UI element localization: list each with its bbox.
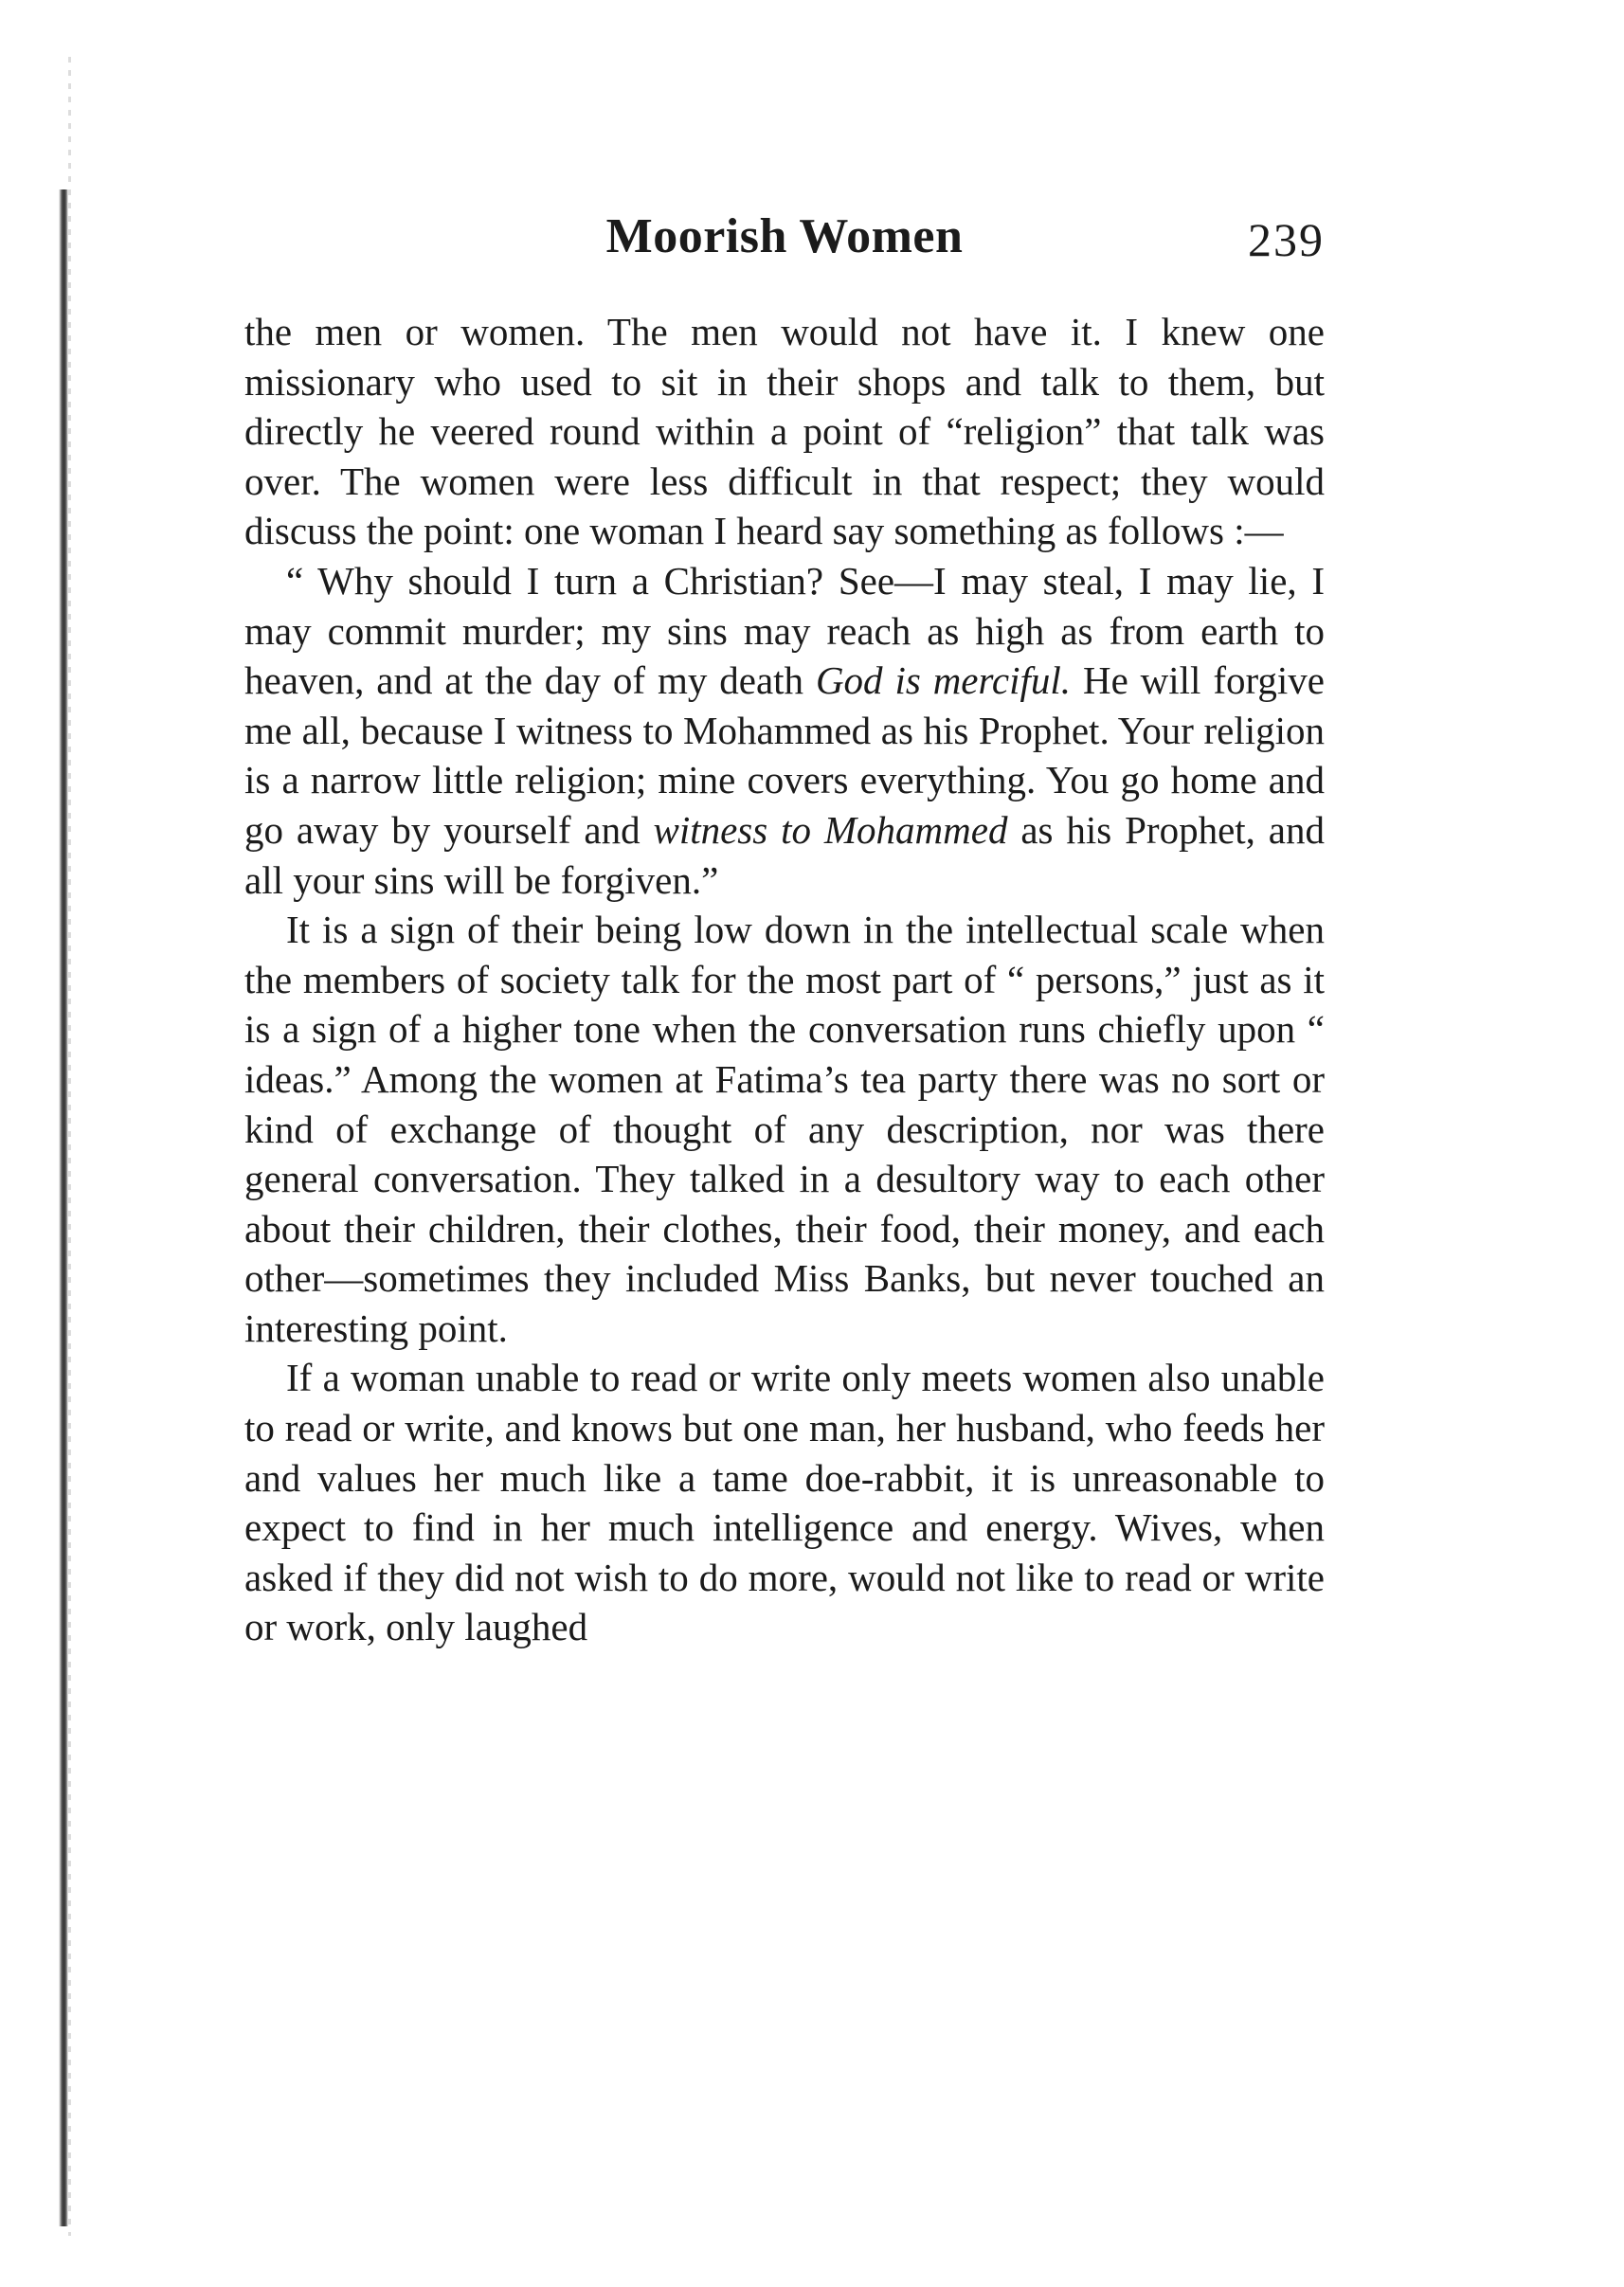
page-number: 239 [1248,213,1325,266]
paragraph-3 [244,905,1325,1353]
running-head-title: Moorish Women [605,209,964,263]
paragraph-2-run-2-italic: God is merciful. [815,658,1072,703]
paragraph-4 [244,1353,1325,1652]
paragraph-2-run-1: “ Why should I turn a Christian? See—I may steal, I may lie, I may commit murder; my sins may reach as high as from earth to heaven, and at the day of my death [244,558,1325,703]
paragraph-3-run-1: It is a sign of their being low down in the intellectual scale when the members of society talk for the most part of “ persons,” just as it is a sign of a higher tone when the conversation runs chiefly upon “ ideas.” Among the women at Fatima’s tea party there was no sort or kind of exchange of thought of any description, nor was there general conversation. They talked in a desultory way to each other about their children, their clothes, their food, their money, and each other—sometimes they included Miss Banks, but never touched an interesting point. [244,908,1325,1350]
binding-edge-shadow [68,57,71,2236]
paragraph-1-run-1: the men or women. The men would not have it. I knew one missionary who used to sit in their shops and talk to them, but directly he veered round within a point of “religion” that talk was over. The women were less difficult in that respect; they would discuss the point: one woman I heard say something as follows :— [244,310,1325,553]
paragraph-2-run-3: He will forgive me all, because I witness to Mohammed as his Prophet. Your religion is a narrow little religion; mine covers everything. You go home and go away by yourself and [244,658,1325,852]
paragraph-2 [244,556,1325,905]
paragraph-1 [244,307,1325,556]
running-head [244,208,1325,294]
paragraph-2-run-4-italic: witness to Mohammed [653,807,1008,852]
body-text [244,307,1325,1652]
paragraph-2-run-5: as his Prophet, and all your sins will be forgiven.” [244,807,1325,902]
paragraph-4-run-1: If a woman unable to read or write only meets women also unable to read or write, and knows but one man, her husband, who feeds her and values her much like a tame doe-rabbit, it is unreasonable to expect to find in her much intelligence and energy. Wives, when asked if they did not wish to do more, would not like to read or write or work, only laughed [244,1356,1325,1649]
binding-edge [59,189,68,2226]
book-page [244,208,1325,1652]
